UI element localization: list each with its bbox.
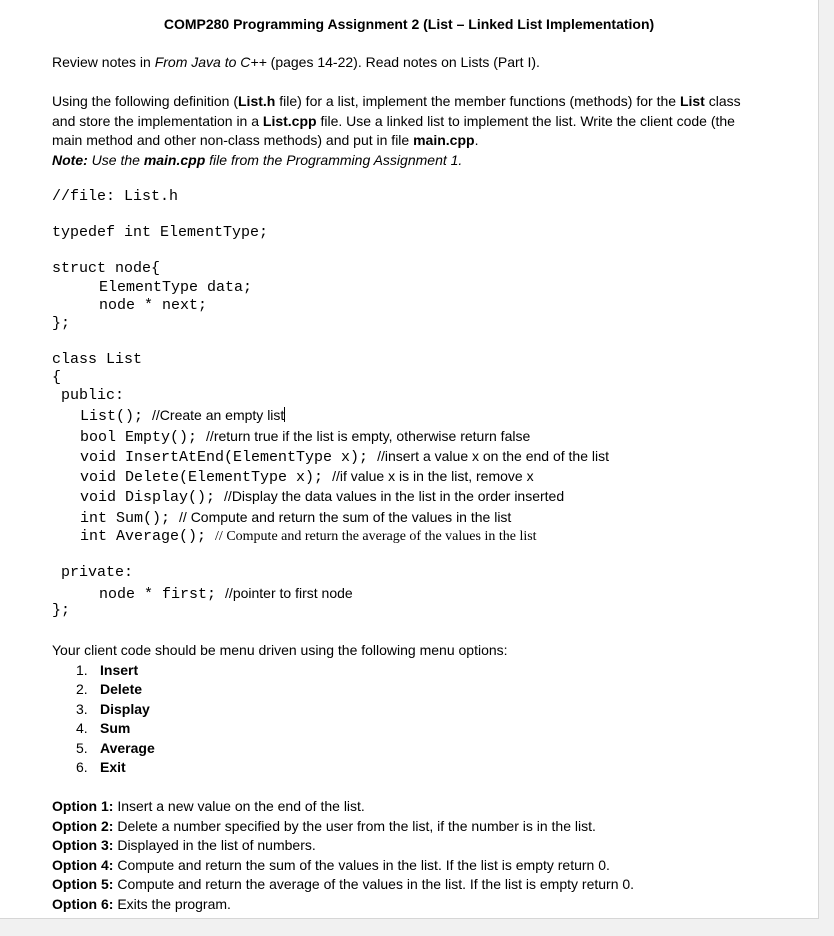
method-sig: int Sum(); [80,510,171,527]
code-method-display [80,487,564,507]
menu-intro: Your client code should be menu driven using the following menu options: [52,642,508,658]
instr-text: Using the following definition ( [52,93,238,109]
option-text: Delete a number specified by the user from the list, if the number is in the list. [113,818,596,834]
instr-text: file) for a list, implement the member functions (methods) for the [275,93,680,109]
option-text: Compute and return the average of the values in the list. If the list is empty return 0. [113,876,635,892]
note-text: Use the [87,152,144,168]
note-text-end: file from the Programming Assignment 1. [205,152,463,168]
method-comment: //Display the data values in the list in the order inserted [224,488,565,504]
member-comment: //pointer to first node [225,585,353,601]
code-file-comment: //file: List.h [52,188,179,205]
menu-label: Sum [100,720,131,736]
method-comment: //if value x is in the list, remove x [332,468,534,484]
code-method-delete [80,467,534,487]
menu-label: Insert [100,662,139,678]
option-label: Option 1: [52,798,114,814]
code-struct-open: struct node{ [52,260,161,277]
instr-text: class and store the implementation in a [52,93,741,129]
menu-label: Display [100,701,150,717]
book-title: From Java to C++ [154,54,267,70]
option-text: Exits the program. [113,896,231,912]
code-class-close: }; [52,602,71,619]
option-1 [52,797,365,817]
menu-item-average [76,739,155,759]
method-comment: //insert a value x on the end of the list [377,448,609,464]
instr-text: file. Use a linked list to implement the list. Write the client code (the main method and other non-class methods) and put in file [52,112,735,148]
option-label: Option 2: [52,818,114,834]
menu-item-delete [76,680,142,700]
menu-item-insert [76,661,138,681]
option-text: Compute and return the sum of the values in the list. If the list is empty return 0. [113,857,610,873]
code-method-empty [80,427,530,447]
instructions-paragraph [52,92,757,151]
option-label: Option 6: [52,896,114,912]
method-comment: //return true if the list is empty, otherwise return false [206,428,531,444]
menu-number: 1. [76,662,88,678]
option-label: Option 3: [52,837,114,853]
menu-number: 5. [76,740,88,756]
method-sig: void Delete(ElementType x); [80,469,324,486]
code-public-label: public: [61,387,125,404]
code-struct-data: ElementType data; [99,279,253,296]
menu-item-exit [76,758,126,778]
method-sig: void Display(); [80,489,216,506]
review-paragraph [52,53,772,73]
option-text: Insert a new value on the end of the list. [113,798,365,814]
code-method-sum [80,508,511,528]
method-sig: void InsertAtEnd(ElementType x); [80,449,369,466]
text-cursor [284,407,285,422]
menu-item-display [76,700,150,720]
option-label: Option 4: [52,857,114,873]
option-6 [52,895,231,915]
method-comment: //Create an empty list [152,407,285,423]
option-label: Option 5: [52,876,114,892]
menu-item-sum [76,719,130,739]
code-brace-open: { [52,369,62,386]
menu-number: 3. [76,701,88,717]
code-struct-next: node * next; [99,297,208,314]
menu-label: Delete [100,681,143,697]
method-sig: int Average(); [80,528,207,545]
instr-text: . [474,132,479,148]
option-5 [52,875,634,895]
menu-label: Exit [100,759,126,775]
option-text: Displayed in the list of numbers. [113,837,316,853]
instr-class-list: List [679,93,705,109]
review-text-end: (pages 14-22). Read notes on Lists (Part I). [266,54,540,70]
note-file: main.cpp [143,152,206,168]
code-private-label: private: [61,564,134,581]
code-struct-close: }; [52,315,71,332]
page-title: COMP280 Programming Assignment 2 (List – Linked List Implementation) [163,16,655,32]
instr-file-list-cpp: List.cpp [262,112,317,129]
review-text: Review notes in [52,54,155,70]
method-sig: bool Empty(); [80,429,198,446]
instr-file-list-h: List.h [238,93,276,109]
option-4 [52,856,610,876]
note-label: Note: [52,152,88,168]
method-comment: // Compute and return the sum of the values in the list [179,509,512,525]
method-sig: List(); [80,408,144,425]
method-comment: // Compute and return the average of the values in the list [215,529,537,544]
code-typedef: typedef int ElementType; [52,224,269,241]
option-2 [52,817,596,837]
code-method-insert [80,447,609,467]
code-class-decl: class List [52,351,143,368]
code-method-average [80,528,537,546]
menu-number: 6. [76,759,88,775]
instr-file-main-cpp: main.cpp [413,132,475,148]
code-member-first [99,584,353,604]
menu-number: 2. [76,681,88,697]
code-method-ctor [80,406,285,426]
member-sig: node * first; [99,586,217,603]
option-3 [52,836,316,856]
menu-label: Average [100,740,155,756]
note-line [52,151,772,171]
menu-number: 4. [76,720,88,736]
